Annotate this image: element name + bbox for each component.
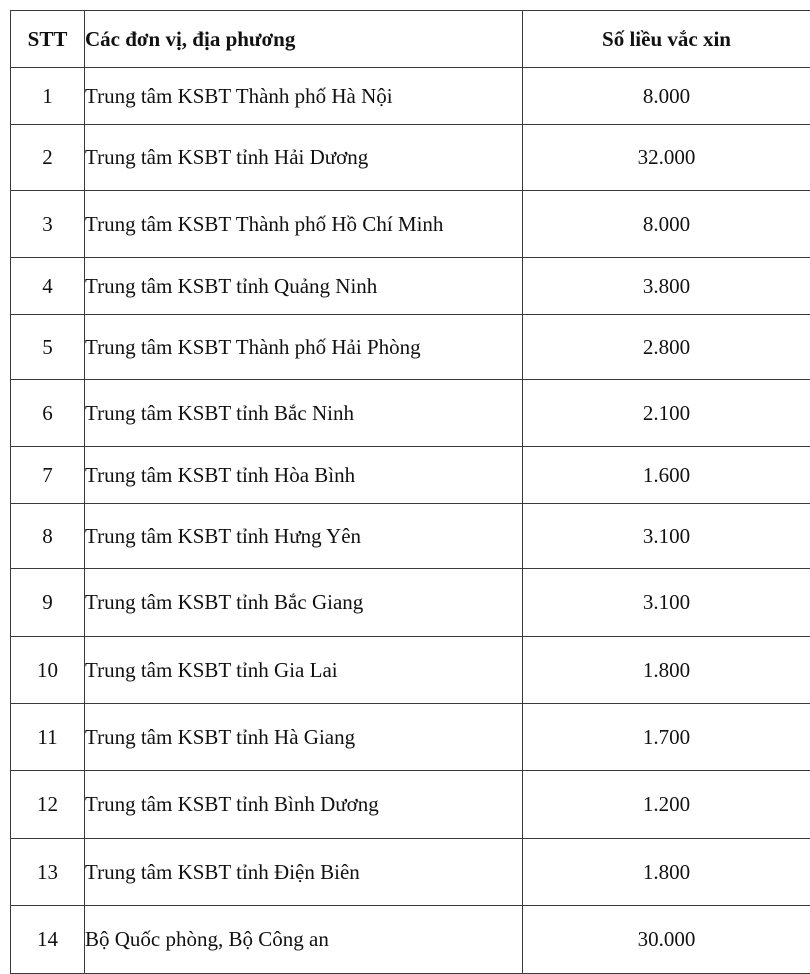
table-row <box>11 771 810 839</box>
row-doses: 8.000 <box>523 68 810 125</box>
row-unit: Trung tâm KSBT tỉnh Gia Lai <box>85 637 523 704</box>
row-stt: 11 <box>11 704 85 771</box>
header-stt: STT <box>11 11 85 68</box>
table-body <box>11 68 810 974</box>
row-stt: 14 <box>11 906 85 974</box>
row-unit: Bộ Quốc phòng, Bộ Công an <box>85 906 523 974</box>
row-unit: Trung tâm KSBT tỉnh Bình Dương <box>85 771 523 839</box>
table-header <box>11 11 810 68</box>
row-doses: 1.800 <box>523 839 810 906</box>
row-doses: 1.800 <box>523 637 810 704</box>
table-row <box>11 504 810 569</box>
table-row <box>11 447 810 504</box>
table-row <box>11 125 810 191</box>
row-unit: Trung tâm KSBT Thành phố Hồ Chí Minh <box>85 191 523 258</box>
row-doses: 30.000 <box>523 906 810 974</box>
table-row <box>11 569 810 637</box>
row-doses: 1.200 <box>523 771 810 839</box>
header-unit: Các đơn vị, địa phương <box>85 11 523 68</box>
row-stt: 12 <box>11 771 85 839</box>
row-unit: Trung tâm KSBT tỉnh Bắc Giang <box>85 569 523 637</box>
vaccine-allocation-table <box>10 10 810 974</box>
row-unit: Trung tâm KSBT Thành phố Hải Phòng <box>85 315 523 380</box>
header-row <box>11 11 810 68</box>
row-stt: 7 <box>11 447 85 504</box>
row-stt: 3 <box>11 191 85 258</box>
table-row <box>11 704 810 771</box>
row-stt: 13 <box>11 839 85 906</box>
row-unit: Trung tâm KSBT tỉnh Hà Giang <box>85 704 523 771</box>
row-unit: Trung tâm KSBT tỉnh Hải Dương <box>85 125 523 191</box>
row-stt: 6 <box>11 380 85 447</box>
row-doses: 1.600 <box>523 447 810 504</box>
row-unit: Trung tâm KSBT Thành phố Hà Nội <box>85 68 523 125</box>
row-unit: Trung tâm KSBT tỉnh Hòa Bình <box>85 447 523 504</box>
row-stt: 1 <box>11 68 85 125</box>
table-row <box>11 68 810 125</box>
table-row <box>11 315 810 380</box>
header-doses: Số liều vắc xin <box>523 11 810 68</box>
row-stt: 8 <box>11 504 85 569</box>
row-doses: 8.000 <box>523 191 810 258</box>
row-stt: 4 <box>11 258 85 315</box>
row-unit: Trung tâm KSBT tỉnh Điện Biên <box>85 839 523 906</box>
row-doses: 3.800 <box>523 258 810 315</box>
row-stt: 2 <box>11 125 85 191</box>
table-row <box>11 906 810 974</box>
row-stt: 10 <box>11 637 85 704</box>
row-doses: 2.800 <box>523 315 810 380</box>
row-unit: Trung tâm KSBT tỉnh Bắc Ninh <box>85 380 523 447</box>
table-row <box>11 380 810 447</box>
table-row <box>11 839 810 906</box>
row-doses: 32.000 <box>523 125 810 191</box>
table-row <box>11 637 810 704</box>
table-row <box>11 191 810 258</box>
table-row <box>11 258 810 315</box>
row-doses: 3.100 <box>523 569 810 637</box>
row-stt: 5 <box>11 315 85 380</box>
row-unit: Trung tâm KSBT tỉnh Quảng Ninh <box>85 258 523 315</box>
row-unit: Trung tâm KSBT tỉnh Hưng Yên <box>85 504 523 569</box>
row-stt: 9 <box>11 569 85 637</box>
row-doses: 2.100 <box>523 380 810 447</box>
row-doses: 3.100 <box>523 504 810 569</box>
row-doses: 1.700 <box>523 704 810 771</box>
